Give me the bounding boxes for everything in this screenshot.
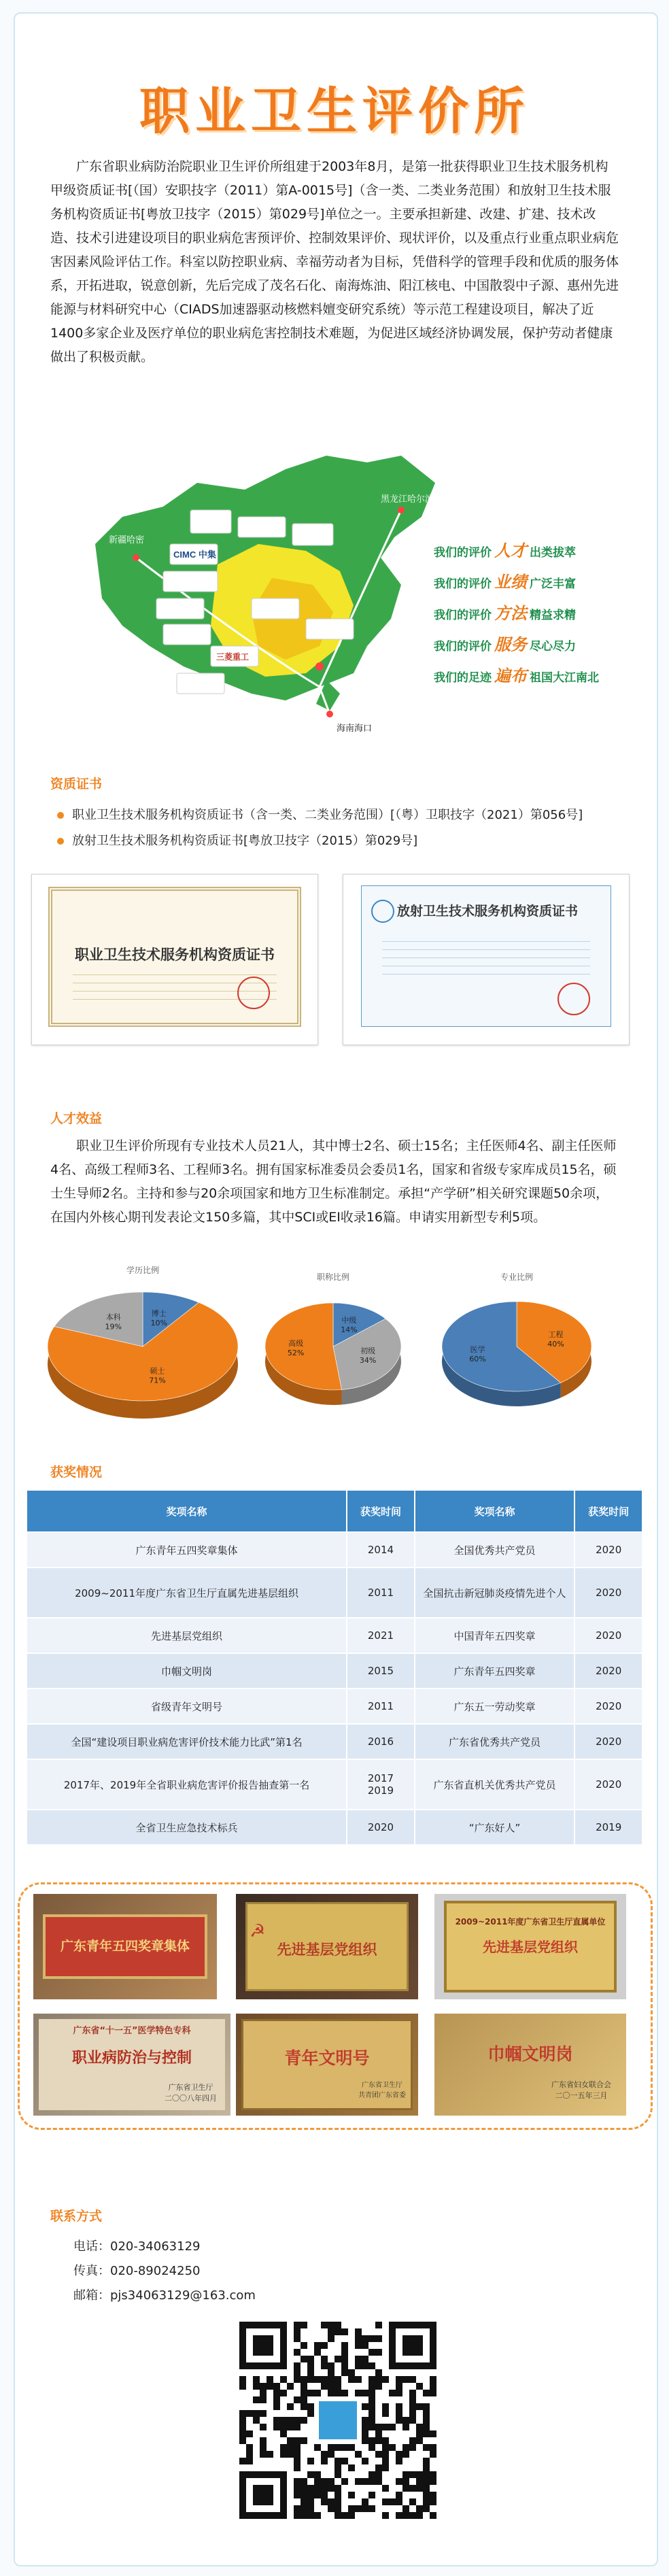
pie-data-label: 34% xyxy=(359,1355,377,1365)
qualifications-list xyxy=(57,802,642,854)
pie-data-label: 19% xyxy=(105,1322,122,1332)
seal-icon xyxy=(558,983,590,1015)
slogan-item: 我们的评价 人才 出类拔萃 xyxy=(434,541,576,560)
map-label-heilongjiang: 黑龙江哈尔滨 xyxy=(381,494,434,505)
ratio-pie-charts xyxy=(41,1265,639,1442)
pie-data-label: 40% xyxy=(547,1339,564,1349)
col-award-year: 获奖时间 xyxy=(347,1490,415,1532)
pie-data-label: 医学 xyxy=(470,1345,485,1355)
pie-title: 职称比例 xyxy=(316,1272,350,1282)
pie-data-label: 14% xyxy=(341,1325,358,1335)
plaque-photo: 广东青年五四奖章集体 xyxy=(33,1894,217,1999)
pie-data-label: 52% xyxy=(287,1349,305,1358)
talent-paragraph: 职业卫生评价所现有专业技术人员21人，其中博士2名、硕士15名；主任医师4名、副主任医师4名、高级工程师3名、工程师3名。拥有国家标准委员会委员1名，国家和省级专家库成员15名，硕士生导师2名。主持和参与20余项国家和地方卫生标准制定。承担“产学研”相关研究课题50余项，在国内外核心期刊发表论文150多篇，其中SCI或EI收录16篇。申请实用新型专利5项。 xyxy=(50,1138,617,1225)
talent-heading: 人才效益 xyxy=(50,1111,103,1126)
qr-code xyxy=(239,2322,436,2519)
map-label-xinjiang: 新疆哈密 xyxy=(109,535,145,545)
table-row: 先进基层党组织 2021 中国青年五四奖章 2020 xyxy=(27,1618,642,1653)
table-row: 广东青年五四奖章集体 2014 全国优秀共产党员 2020 xyxy=(27,1532,642,1567)
pie-title: 专业比例 xyxy=(500,1272,534,1282)
contact-phone: 电话：020-34063129 xyxy=(73,2239,201,2254)
awards-table xyxy=(26,1489,643,1846)
awards-heading: 获奖情况 xyxy=(50,1465,103,1480)
table-row: 2017年、2019年全省职业病危害评价报告抽查第一名 2017 2019 广东省直机关优秀共产党员 2020 xyxy=(27,1759,642,1810)
plaque-photo: 广东省“十一五”医学特色专科 职业病防治与控制 广东省卫生厅 二〇〇八年四月 xyxy=(33,2014,230,2116)
pie-data-label: 硕士 xyxy=(150,1366,165,1376)
qualification-item: 放射卫生技术服务机构资质证书[粤放卫技字（2015）第029号] xyxy=(57,828,642,854)
award-plaques-gallery xyxy=(18,1882,653,2130)
slogan-item: 我们的评价 服务 尽心尽力 xyxy=(434,635,576,654)
slogan-list xyxy=(434,537,658,694)
contact-block xyxy=(73,2235,256,2308)
page-title: 职业卫生评价所 xyxy=(139,82,530,141)
plaque-photo: 巾帼文明岗 广东省妇女联合会 二〇一五年三月 xyxy=(434,2014,626,2116)
slogan-item: 我们的足迹 遍布 祖国大江南北 xyxy=(434,666,599,685)
contact-fax: 传真：020-89024250 xyxy=(73,2264,201,2278)
table-row: 全省卫生应急技术标兵 2020 “广东好人” 2019 xyxy=(27,1810,642,1845)
pie-data-label: 工程 xyxy=(548,1329,564,1339)
table-row: 全国“建设项目职业病危害评价技术能力比武”第1名 2016 广东省优秀共产党员 2020 xyxy=(27,1724,642,1759)
pie-title: 学历比例 xyxy=(126,1266,160,1275)
occupational-certificate-image xyxy=(31,874,318,1045)
radiation-certificate-image xyxy=(343,874,630,1045)
plaque-photo: 青年文明号 广东省卫生厅 共青团广东省委 xyxy=(236,2014,418,2116)
pie-data-label: 本科 xyxy=(105,1312,121,1322)
qualification-item: 职业卫生技术服务机构资质证书（含一类、二类业务范围）[（粤）卫职技字（2021）第056号] xyxy=(57,802,642,828)
pie-data-label: 中级 xyxy=(341,1316,357,1325)
seal-icon xyxy=(237,977,270,1009)
slogan-item: 我们的评价 方法 精益求精 xyxy=(434,604,576,623)
logo-cimc: CIMC 中集 xyxy=(173,549,216,560)
table-row: 2009~2011年度广东省卫生厅直属先进基层组织 2011 全国抗击新冠肺炎疫情先进个人 2020 xyxy=(27,1567,642,1618)
contact-email[interactable]: 邮箱：pjs34063129@163.com xyxy=(73,2288,256,2303)
col-award-name: 奖项名称 xyxy=(27,1490,347,1532)
map-label-hainan: 海南海口 xyxy=(337,724,373,734)
intro-paragraph: 广东省职业病防治院职业卫生评价所组建于2003年8月，是第一批获得职业卫生技术服务机构甲级资质证书[（国）安职技字（2011）第A-0015号]（含一类、二类业务范围）和放射卫生技术服务机构资质证书[粤放卫技字（2015）第029号]单位之一。主要承担新建、改建、扩建、技术改造、技术引进建设项目的职业病危害预评价、控制效果评价、现状评价，以及重点行业重点职业病危害因素风险评估工作。科室以防控职业病、幸福劳动者为目标，凭借科学的管理手段和优质的服务体系，开拓进取，锐意创新，先后完成了茂名石化、南海炼油、阳江核电、中国散裂中子源、惠州先进能源与材料研究中心（CIADS加速器驱动核燃料嬗变研究系统）等示范工程建设项目，解决了近1400多家企业及医疗单位的职业病危害控制技术难题，为促进区域经济协调发展，保护劳动者健康做出了积极贡献。 xyxy=(50,159,619,365)
table-header-row xyxy=(27,1490,642,1532)
certificate-title: 放射卫生技术服务机构资质证书 xyxy=(397,904,579,919)
pie-data-label: 10% xyxy=(150,1319,168,1328)
pie-data-label: 71% xyxy=(149,1376,166,1385)
qr-logo-icon xyxy=(318,2400,358,2441)
slogan-item: 我们的评价 业绩 广泛丰富 xyxy=(434,573,576,592)
logo-mitsubishi: 三菱重工 xyxy=(216,652,250,662)
pie-data-label: 高级 xyxy=(288,1339,304,1349)
col-award-year-2: 获奖时间 xyxy=(574,1490,642,1532)
pie-data-label: 60% xyxy=(469,1355,486,1364)
plaque-photo: ☭ 先进基层党组织 xyxy=(236,1894,418,1999)
pie-data-label: 初级 xyxy=(360,1346,376,1355)
table-row: 巾帼文明岗 2015 广东青年五四奖章 2020 xyxy=(27,1653,642,1689)
qualifications-heading: 资质证书 xyxy=(50,777,103,792)
col-award-name-2: 奖项名称 xyxy=(415,1490,575,1532)
pie-data-label: 博士 xyxy=(151,1309,167,1319)
contact-heading: 联系方式 xyxy=(50,2209,103,2224)
party-emblem-icon: ☭ xyxy=(250,1921,266,1942)
plaque-photo: 2009~2011年度广东省卫生厅直属单位 先进基层党组织 xyxy=(434,1894,626,1999)
certificate-title: 职业卫生技术服务机构资质证书 xyxy=(75,947,275,963)
emblem-icon xyxy=(371,900,394,923)
china-map-illustration xyxy=(82,442,462,741)
table-row: 省级青年文明号 2011 广东五一劳动奖章 2020 xyxy=(27,1689,642,1724)
